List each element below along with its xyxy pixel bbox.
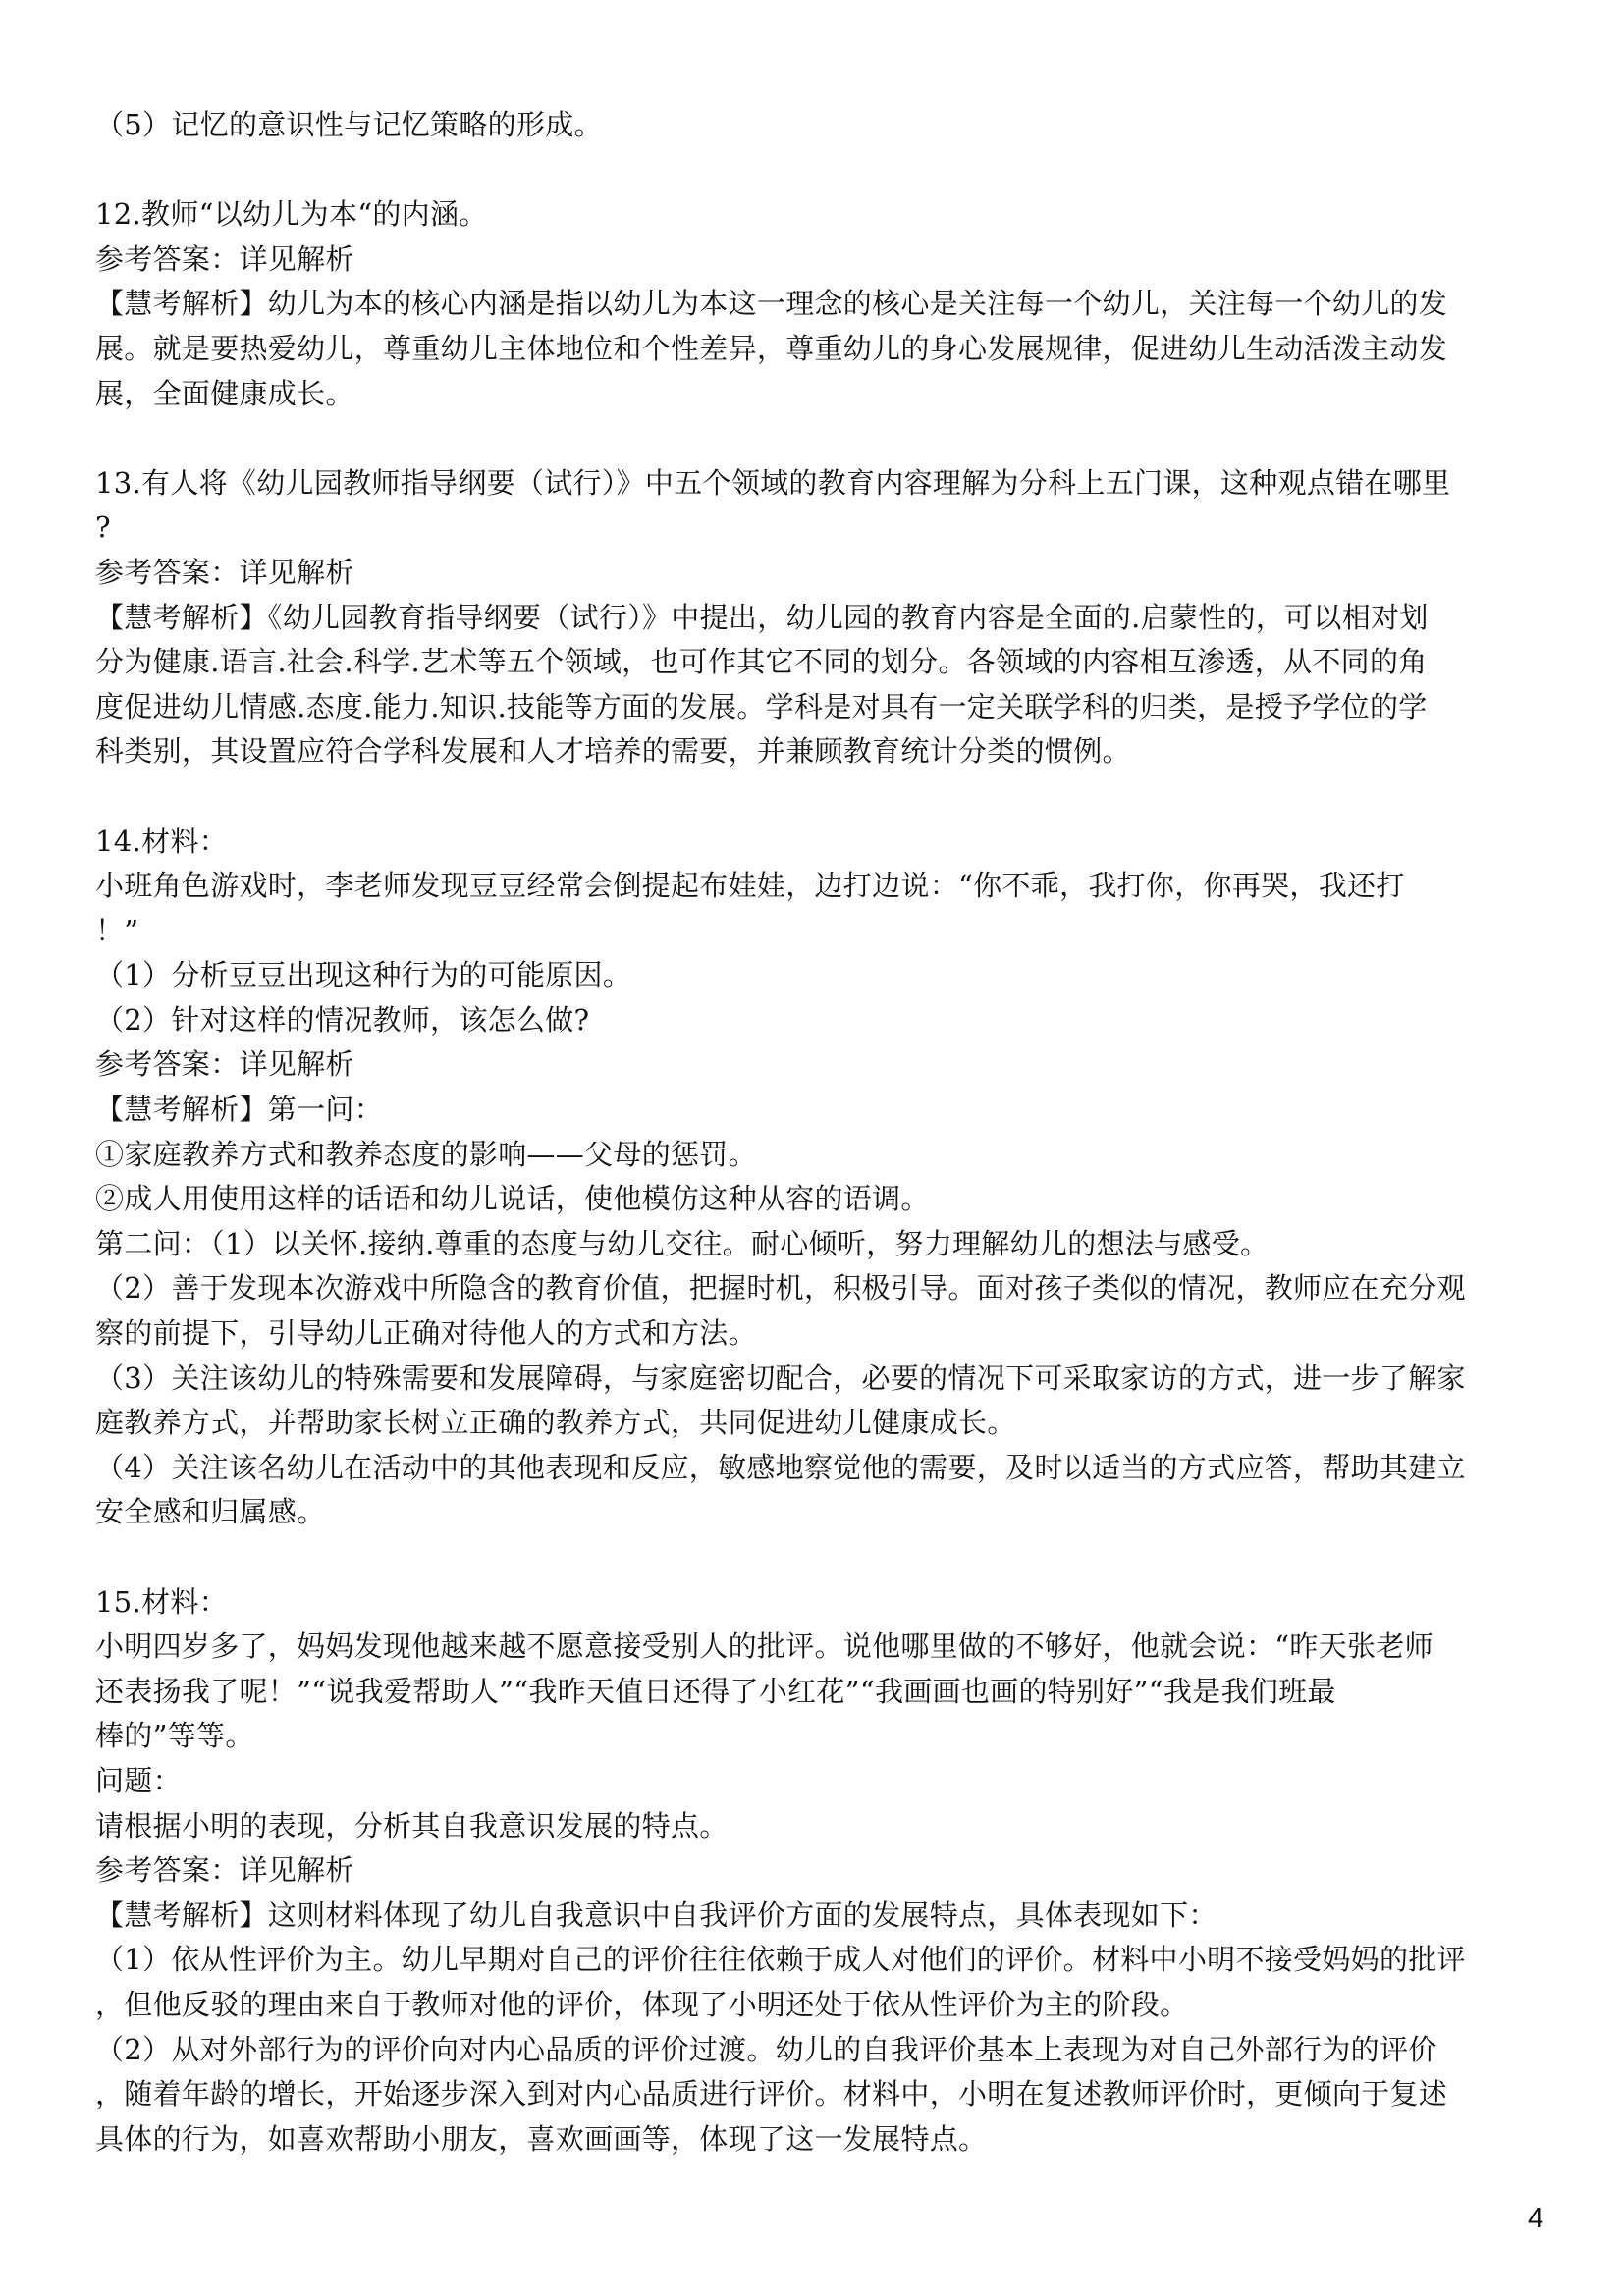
question-14 (95, 820, 1539, 1536)
analysis-line: 分为健康.语言.社会.科学.艺术等五个领域，也可作其它不同的划分。各领域的内容相互渗透，从不同的角 (95, 645, 1428, 679)
document-body (95, 103, 1539, 2162)
analysis-line: （1）依从性评价为主。幼儿早期对自己的评价往往依赖于成人对他们的评价。材料中小明不接受妈妈的批评 (95, 1943, 1466, 1977)
reference-answer: 参考答案：详见解析 (95, 241, 354, 276)
text-line: （5）记忆的意识性与记忆策略的形成。 (95, 108, 603, 141)
analysis-line: ②成人用使用这样的话语和幼儿说话，使他模仿这种从容的语调。 (95, 1182, 930, 1216)
question-label: 问题： (95, 1763, 182, 1797)
analysis-line: 【慧考解析】第一问： (95, 1093, 384, 1127)
page-number: 4 (1528, 2203, 1544, 2234)
question-title: 12.教师“以幼儿为本“的内涵。 (95, 197, 488, 232)
question-title: 14.材料： (95, 824, 228, 858)
analysis-line: 【慧考解析】幼儿为本的核心内涵是指以幼儿为本这一理念的核心是关注每一个幼儿，关注每一个幼儿的发 (95, 287, 1448, 321)
question-text: 请根据小明的表现，分析其自我意识发展的特点。 (95, 1808, 729, 1842)
analysis-line: 【慧考解析】这则材料体现了幼儿自我意识中自我评价方面的发展特点，具体表现如下： (95, 1897, 1217, 1932)
paragraph-gap (95, 774, 1539, 820)
analysis-line: 具体的行为，如喜欢帮助小朋友，喜欢画画等，体现了这一发展特点。 (95, 2121, 988, 2156)
sub-question: （1）分析豆豆出现这种行为的可能原因。 (95, 958, 632, 992)
analysis-line: 庭教养方式，并帮助家长树立正确的教养方式，共同促进幼儿健康成长。 (95, 1406, 1016, 1440)
paragraph-gap (95, 416, 1539, 461)
paragraph-gap (95, 148, 1539, 193)
analysis-line: 展，全面健康成长。 (95, 376, 354, 410)
reference-answer: 参考答案：详见解析 (95, 1047, 354, 1082)
material-line: 棒的”等等。 (95, 1719, 254, 1753)
material-line: 小明四岁多了，妈妈发现他越来越不愿意接受别人的批评。说他哪里做的不够好，他就会说：“昨天张老师 (95, 1629, 1434, 1664)
analysis-line: 安全感和归属感。 (95, 1495, 326, 1529)
analysis-line: ，但他反驳的理由来自于教师对他的评价，体现了小明还处于依从性评价为主的阶段。 (95, 1987, 1189, 2021)
analysis-line: 【慧考解析】《幼儿园教育指导纲要（试行）》中提出，幼儿园的教育内容是全面的.启蒙性的，可以相对划 (95, 600, 1429, 634)
analysis-line: 第二问：（1）以关怀.接纳.尊重的态度与幼儿交往。耐心倾听，努力理解幼儿的想法与感受。 (95, 1226, 1270, 1260)
question-title: ? (95, 510, 111, 545)
paragraph-gap (95, 1535, 1539, 1580)
analysis-line: ①家庭教养方式和教养态度的影响——父母的惩罚。 (95, 1137, 757, 1171)
analysis-line: （4）关注该名幼儿在活动中的其他表现和反应，敏感地察觉他的需要，及时以适当的方式应答，帮助其建立 (95, 1450, 1466, 1484)
question-12 (95, 192, 1539, 416)
question-15 (95, 1580, 1539, 2163)
reference-answer: 参考答案：详见解析 (95, 1853, 354, 1888)
material-line: 小班角色游戏时，李老师发现豆豆经常会倒提起布娃娃，边打边说：“你不乖，我打你，你再哭，我还打 (95, 869, 1405, 903)
analysis-line: （2）从对外部行为的评价向对内心品质的评价过渡。幼儿的自我评价基本上表现为对自己外部行为的评价 (95, 2032, 1437, 2066)
material-line: ！” (95, 913, 139, 947)
analysis-line: ，随着年龄的增长，开始逐步深入到对内心品质进行评价。材料中，小明在复述教师评价时，更倾向于复述 (95, 2077, 1448, 2111)
sub-question: （2）针对这样的情况教师，该怎么做? (95, 1002, 590, 1037)
question-title: 13.有人将《幼儿园教师指导纲要（试行）》中五个领域的教育内容理解为分科上五门课，这种观点错在哪里 (95, 465, 1451, 500)
question-title: 15.材料： (95, 1584, 228, 1619)
material-line: 还表扬我了呢！”“说我爱帮助人”“我昨天值日还得了小红花”“我画画也画的特别好”“我是我们班最 (95, 1674, 1336, 1708)
analysis-line: 展。就是要热爱幼儿，尊重幼儿主体地位和个性差异，尊重幼儿的身心发展规律，促进幼儿生动活泼主动发 (95, 331, 1448, 365)
analysis-line: 察的前提下，引导幼儿正确对待他人的方式和方法。 (95, 1316, 757, 1351)
analysis-line: （3）关注该幼儿的特殊需要和发展障碍，与家庭密切配合，必要的情况下可采取家访的方式，进一步了解家 (95, 1361, 1466, 1395)
reference-answer: 参考答案：详见解析 (95, 555, 354, 589)
analysis-line: （2）善于发现本次游戏中所隐含的教育价值，把握时机，积极引导。面对孩子类似的情况，教师应在充分观 (95, 1271, 1466, 1306)
analysis-line: 度促进幼儿情感.态度.能力.知识.技能等方面的发展。学科是对具有一定关联学科的归类，是授予学位的学 (95, 689, 1428, 723)
analysis-line: 科类别，其设置应符合学科发展和人才培养的需要，并兼顾教育统计分类的惯例。 (95, 734, 1131, 769)
question-13 (95, 461, 1539, 774)
